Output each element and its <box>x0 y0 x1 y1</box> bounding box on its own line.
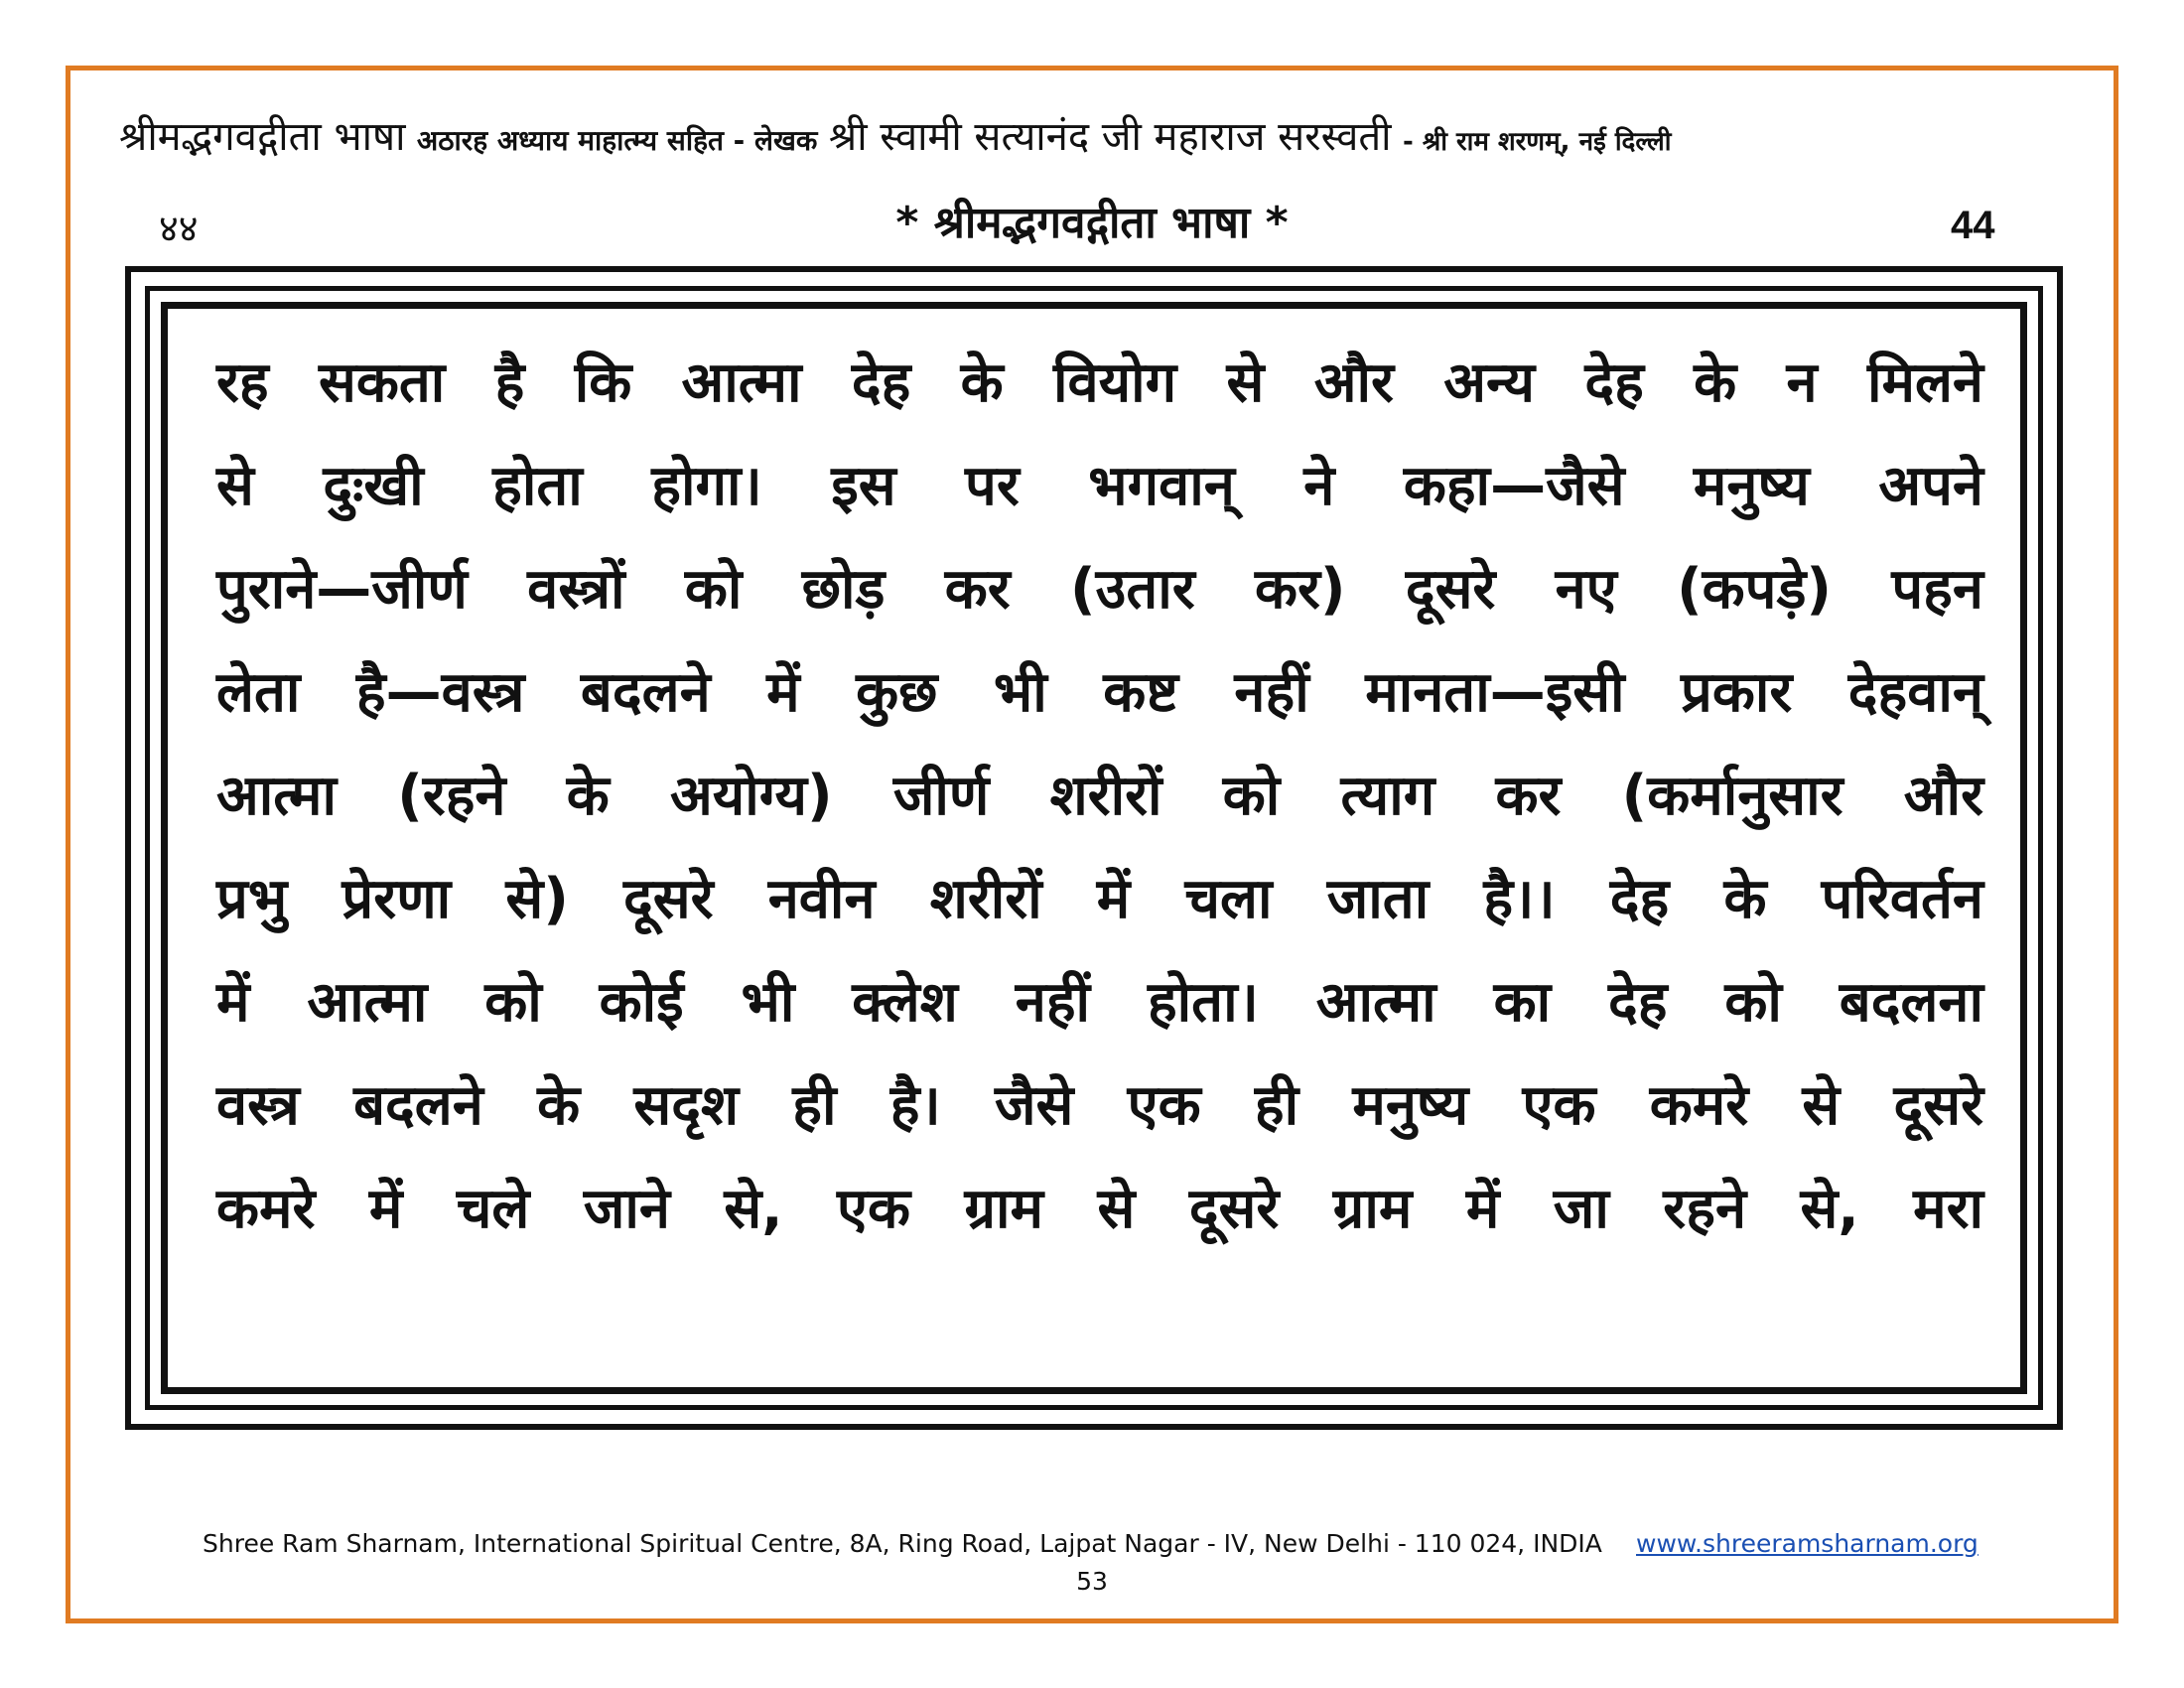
body-line: प्रभु प्रेरणा से) दूसरे नवीन शरीरों में चला जाता है।। देह के परिवर्तन <box>216 867 1983 931</box>
body-line: वस्त्र बदलने के सदृश ही है। जैसे एक ही मनुष्य एक कमरे से दूसरे <box>216 1073 1983 1138</box>
body-line: में आत्मा को कोई भी क्लेश नहीं होता। आत्मा का देह को बदलना <box>216 970 1983 1035</box>
document-header <box>119 114 2065 160</box>
body-text <box>216 332 1983 1261</box>
body-line: से दुःखी होता होगा। इस पर भगवान् ने कहा—जैसे मनुष्य अपने <box>216 454 1983 518</box>
header-author: श्री स्वामी सत्यानंद जी महाराज सरस्वती <box>828 114 1392 160</box>
footer-address: Shree Ram Sharnam, International Spiritual Centre, 8A, Ring Road, Lajpat Nagar - IV, New Delhi - 110 024, INDIA <box>203 1529 1602 1558</box>
footer-page-number: 53 <box>1076 1567 1108 1596</box>
page-heading: * श्रीमद्भगवद्गीता भाषा * <box>895 198 1289 248</box>
body-line: आत्मा (रहने के अयोग्य) जीर्ण शरीरों को त्याग कर (कर्मानुसार और <box>216 764 1983 828</box>
body-line: लेता है—वस्त्र बदलने में कुछ भी कष्ट नहीं मानता—इसी प्रकार देहवान् <box>216 660 1983 725</box>
body-line: कमरे में चले जाने से, एक ग्राम से दूसरे ग्राम में जा रहने से, मरा <box>216 1177 1983 1241</box>
body-line: रह सकता है कि आत्मा देह के वियोग से और अन्य देह के न मिलने <box>216 351 1983 415</box>
page-number-latin: 44 <box>1951 204 1995 247</box>
page-number-devanagari: ४४ <box>159 207 199 250</box>
header-subtitle: अठारह अध्याय माहात्म्य सहित - लेखक <box>416 124 818 157</box>
website-link[interactable]: www.shreeramsharnam.org <box>1636 1529 1979 1558</box>
scanned-page-border <box>125 266 2063 1430</box>
header-title: श्रीमद्भगवद्गीता भाषा <box>119 114 406 160</box>
body-line: पुराने—जीर्ण वस्त्रों को छोड़ कर (उतार कर) दूसरे नए (कपड़े) पहन <box>216 557 1983 622</box>
header-place: - श्री राम शरणम्, नई दिल्ली <box>1402 127 1672 157</box>
